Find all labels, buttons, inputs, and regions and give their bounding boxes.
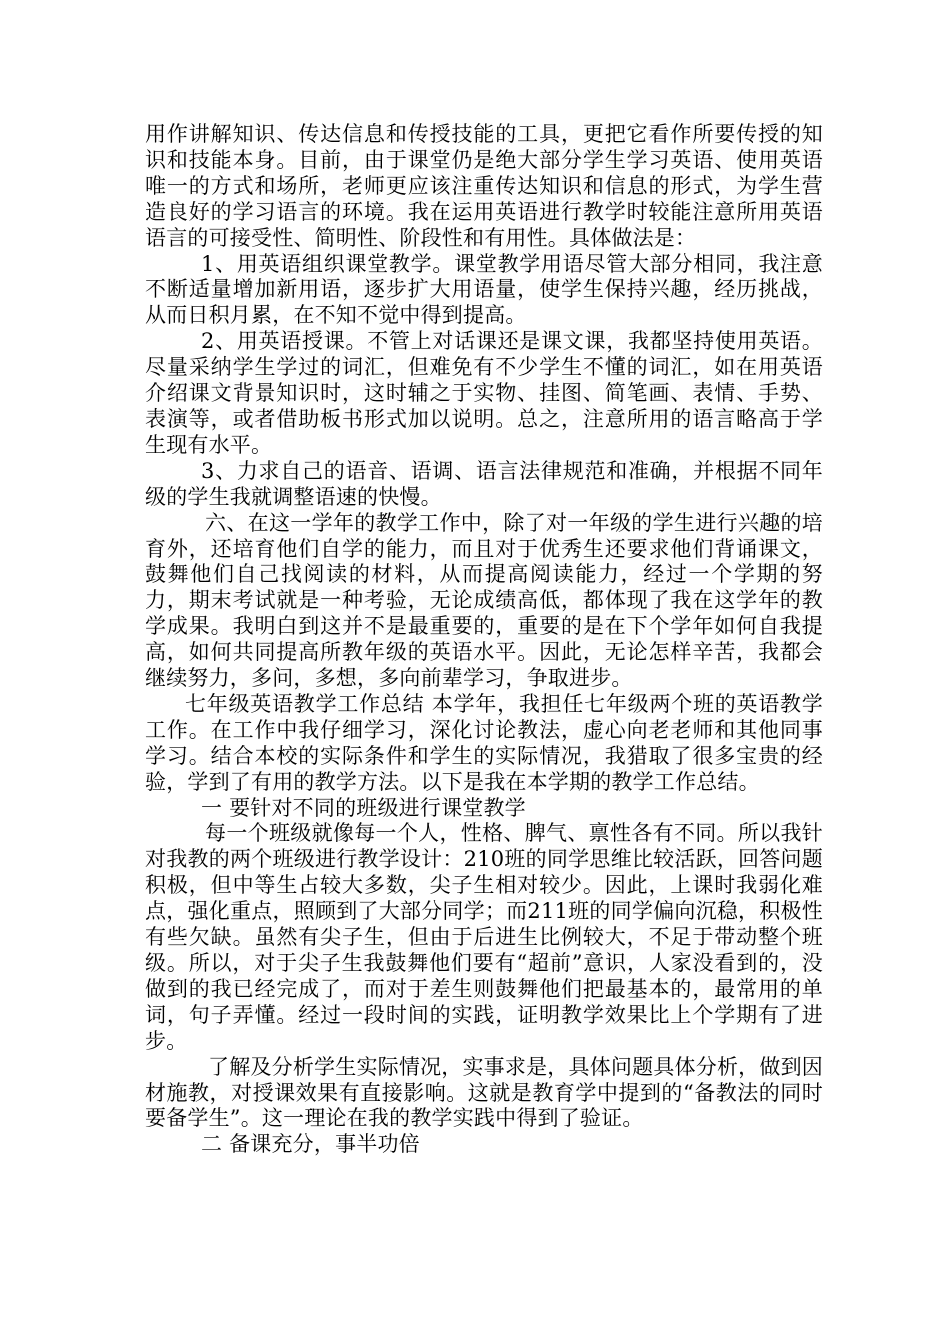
paragraph-method-3: 3、力求自己的语音、语调、语言法律规范和准确，并根据不同年级的学生我就调整语速的快慢。 (145, 458, 823, 509)
paragraph-class-analysis: 每一个班级就像每一个人，性格、脾气、禀性各有不同。所以我针对我教的两个班级进行教学设计：210班的同学思维比较活跃，回答问题积极，但中等生占较大多数，尖子生相对较少。因此，上课时我弱化难点，强化重点，照顾到了大部分同学；而211班的同学偏向沉稳，积极性有些欠缺。虽然有尖子生，但由于后进生比例较大，不足于带动整个班级。所以，对于尖子生我鼓舞他们要有“超前”意识，人家没看到的，没做到的我已经完成了，而对于差生则鼓舞他们把最基本的，最常用的单词，句子弄懂。经过一段时间的实践，证明教学效果比上个学期有了进步。 (145, 821, 823, 1053)
heading-section-two: 二 备课充分，事半功倍 (201, 1132, 420, 1157)
paragraph-intro: 用作讲解知识、传达信息和传授技能的工具，更把它看作所要传授的知识和技能本身。目前，由于课堂仍是绝大部分学生学习英语、使用英语唯一的方式和场所，老师更应该注重传达知识和信息的形式，为学生营造良好的学习语言的环境。我在运用英语进行教学时较能注意所用英语语言的可接受性、简明性、阶段性和有用性。具体做法是： (145, 122, 823, 250)
paragraph-method-1: 1、用英语组织课堂教学。课堂教学用语尽管大部分相同，我注意不断适量增加新用语，逐步扩大用语量，使学生保持兴趣，经历挑战，从而日积月累，在不知不觉中得到提高。 (145, 251, 823, 328)
document-body (145, 122, 823, 1158)
paragraph-summary-intro: 七年级英语教学工作总结 本学年，我担任七年级两个班的英语教学工作。在工作中我仔细学习，深化讨论教法，虚心向老老师和其他同事学习。结合本校的实际条件和学生的实际情况，我猎取了很多宝贵的经验，学到了有用的教学方法。以下是我在本学期的教学工作总结。 (145, 691, 823, 794)
paragraph-method-2: 2、用英语授课。不管上对话课还是课文课，我都坚持使用英语。尽量采纳学生学过的词汇，但难免有不少学生不懂的词汇，如在用英语介绍课文背景知识时，这时辅之于实物、挂图、简笔画、表情、手势、表演等，或者借助板书形式加以说明。总之，注意所用的语言略高于学生现有水平。 (145, 329, 823, 457)
heading-section-one: 一 要针对不同的班级进行课堂教学 (201, 795, 526, 820)
paragraph-section-six: 六、在这一学年的教学工作中，除了对一年级的学生进行兴趣的培育外，还培育他们自学的能力，而且对于优秀生还要求他们背诵课文，鼓舞他们自己找阅读的材料，从而提高阅读能力，经过一个学期的努力，期末考试就是一种考验，无论成绩高低，都体现了我在这学年的教学成果。我明白到这并不是最重要的，重要的是在下个学年如何自我提高，如何共同提高所教年级的英语水平。因此，无论怎样辛苦，我都会继续努力，多问，多想，多向前辈学习，争取进步。 (145, 510, 823, 691)
paragraph-student-analysis: 了解及分析学生实际情况，实事求是，具体问题具体分析，做到因材施教，对授课效果有直接影响。这就是教育学中提到的“备教法的同时要备学生”。这一理论在我的教学实践中得到了验证。 (145, 1054, 823, 1131)
